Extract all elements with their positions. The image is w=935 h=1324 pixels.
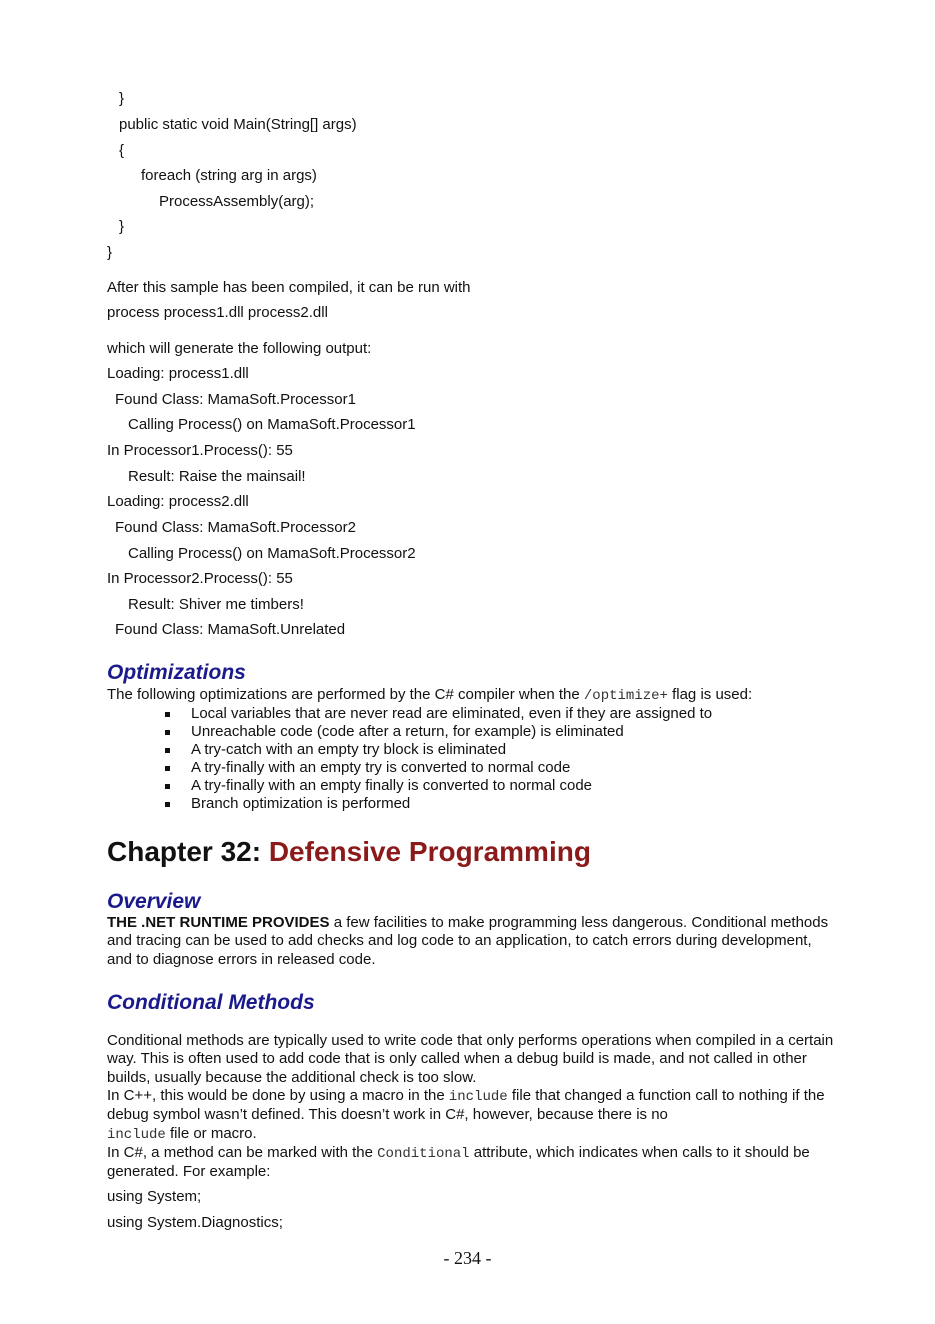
bullet-icon <box>165 712 170 717</box>
chapter-heading <box>107 835 591 869</box>
run-intro: After this sample has been compiled, it can be run with <box>107 279 471 296</box>
overview-paragraph <box>107 914 837 969</box>
p2-text: In C++, this would be done by using a macro in the <box>107 1087 449 1104</box>
include-code: include <box>107 1126 166 1143</box>
code-line: using System.Diagnostics; <box>107 1214 283 1231</box>
bullet-icon <box>165 730 170 735</box>
output-line: Calling Process() on MamaSoft.Processor1 <box>128 416 416 433</box>
optimizations-heading: Optimizations <box>107 661 246 684</box>
p2-text: file or macro. <box>165 1124 257 1142</box>
output-line: In Processor1.Process(): 55 <box>107 442 293 459</box>
conditional-attribute-code: Conditional <box>377 1146 470 1162</box>
list-item <box>165 759 712 777</box>
output-line: Result: Shiver me timbers! <box>128 596 304 613</box>
list-item-text: A try-finally with an empty try is converted to normal code <box>191 759 571 776</box>
code-line: ProcessAssembly(arg); <box>159 193 315 210</box>
code-line: { <box>119 142 125 159</box>
include-code: include <box>448 1089 508 1105</box>
list-item-text: A try-catch with an empty try block is eliminated <box>191 741 507 758</box>
output-line: Loading: process1.dll <box>107 365 249 382</box>
list-item <box>165 705 712 723</box>
list-item-text: A try-finally with an empty finally is converted to normal code <box>191 777 593 794</box>
conditional-methods-heading: Conditional Methods <box>107 991 315 1014</box>
conditional-paragraph-1: Conditional methods are typically used to write code that only performs operations when compiled in a certain way. This is often used to add code that is only called when a debug build is made, and not called in other builds, usually because the additional check is too slow. <box>107 1032 834 1086</box>
conditional-paragraph-2 <box>107 1087 837 1144</box>
list-item <box>165 795 712 813</box>
output-line: Calling Process() on MamaSoft.Processor2 <box>128 545 416 562</box>
intro-text: flag is used: <box>667 686 753 703</box>
output-line: Result: Raise the mainsail! <box>128 468 306 485</box>
bullet-icon <box>165 766 170 771</box>
list-item <box>165 723 712 741</box>
list-item-text: Local variables that are never read are eliminated, even if they are assigned to <box>191 705 713 722</box>
list-item-text: Branch optimization is performed <box>191 795 411 812</box>
output-line: Found Class: MamaSoft.Processor1 <box>115 391 356 408</box>
intro-text: The following optimizations are performed by the C# compiler when the <box>107 686 584 703</box>
optimizations-list <box>165 705 712 813</box>
output-line: In Processor2.Process(): 55 <box>107 570 293 587</box>
chapter-prefix: Chapter 32: <box>107 836 269 867</box>
bullet-icon <box>165 748 170 753</box>
page-number: - 234 - <box>443 1248 492 1268</box>
code-line: foreach (string arg in args) <box>141 167 317 184</box>
optimizations-intro <box>107 686 752 705</box>
code-line: using System; <box>107 1188 202 1205</box>
chapter-title: Defensive Programming <box>268 836 591 867</box>
bullet-icon <box>165 802 170 807</box>
code-line: } <box>119 90 125 107</box>
output-line: Loading: process2.dll <box>107 493 249 510</box>
p2-text: file that changed a function call to nothing if the debug symbol wasn’t defined. This doesn’t work in C#, however, because there is no <box>107 1087 825 1124</box>
code-line: public static void Main(String[] args) <box>119 116 357 133</box>
conditional-paragraph-3 <box>107 1144 837 1182</box>
list-item <box>165 741 712 759</box>
p3-text: attribute, which indicates when calls to it should be generated. For example: <box>107 1144 810 1181</box>
overview-lead: THE .NET RUNTIME PROVIDES <box>107 914 330 931</box>
bullet-icon <box>165 784 170 789</box>
run-command: process process1.dll process2.dll <box>107 304 328 321</box>
output-line: Found Class: MamaSoft.Processor2 <box>115 519 356 536</box>
p3-text: In C#, a method can be marked with the <box>107 1144 378 1161</box>
code-line: } <box>119 218 125 235</box>
overview-heading: Overview <box>107 890 201 913</box>
output-line: Found Class: MamaSoft.Unrelated <box>115 621 346 638</box>
list-item-text: Unreachable code (code after a return, for example) is eliminated <box>191 723 624 740</box>
code-line: } <box>107 244 113 261</box>
list-item <box>165 777 712 795</box>
overview-text: a few facilities to make programming less dangerous. Conditional methods and tracing can be used to add checks and log code to an application, to catch errors during development, and to diagnose errors in released code. <box>107 914 829 968</box>
optimize-flag-code: /optimize+ <box>583 688 668 704</box>
output-intro: which will generate the following output: <box>107 340 372 357</box>
